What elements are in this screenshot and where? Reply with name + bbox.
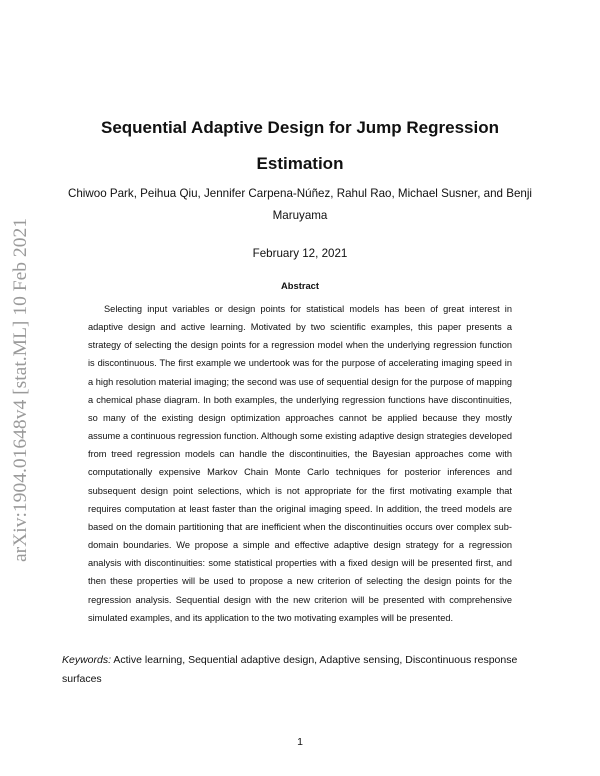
arxiv-identifier-text: arXiv:1904.01648v4 [stat.ML] 10 Feb 2021 (10, 227, 31, 562)
abstract-body: Selecting input variables or design points for statistical models has been of great interest in adaptive design and active learning. Motivated by two scientific examples, this paper presents a strategy of selecting the design points for a regression model when the underlying regression function is discontinuous. The first example we undertook was for the purpose of accelerating imaging speed in a high resolution material imaging; the second was use of sequential design for the purpose of mapping a chemical phase diagram. In both examples, the underlying regression functions have discontinuities, so many of the existing design optimization approaches cannot be applied because they mostly assume a continuous regression function. Although some existing adaptive design strategies developed from treed regression models can handle the discontinuities, the Bayesian approaches come with computationally expensive Markov Chain Monte Carlo techniques for posterior inferences and subsequent design point selections, which is not appropriate for the first motivating example that requires computation at least faster than the original imaging speed. In addition, the treed models are based on the domain partitioning that are inefficient when the discontinuities occurs over complex sub-domain boundaries. We propose a simple and effective adaptive design strategy for a regression analysis with discontinuities: some statistical properties with a fixed design will be presented first, and then these properties will be used to propose a new criterion of selecting the design points for the regression analysis. Sequential design with the new criterion will be presented with comprehensive simulated examples, and its application to the two motivating examples will be presented. (88, 304, 512, 623)
keywords-label: Keywords: (62, 654, 112, 666)
page-number: 1 (297, 736, 303, 748)
arxiv-identifier-stamp (4, 218, 36, 562)
paper-title: Sequential Adaptive Design for Jump Regression Estimation (100, 118, 499, 173)
keywords-list: Active learning, Sequential adaptive design, Adaptive sensing, Discontinuous response surfaces (62, 654, 518, 685)
abstract-heading: Abstract (280, 280, 320, 291)
paper-date: February 12, 2021 (252, 247, 348, 260)
keywords (62, 651, 540, 689)
paper-authors: Chiwoo Park, Peihua Qiu, Jennifer Carpena-Núñez, Rahul Rao, Michael Susner, and Benji Maruyama (67, 187, 532, 222)
arxiv-stamp-svg (4, 218, 36, 562)
